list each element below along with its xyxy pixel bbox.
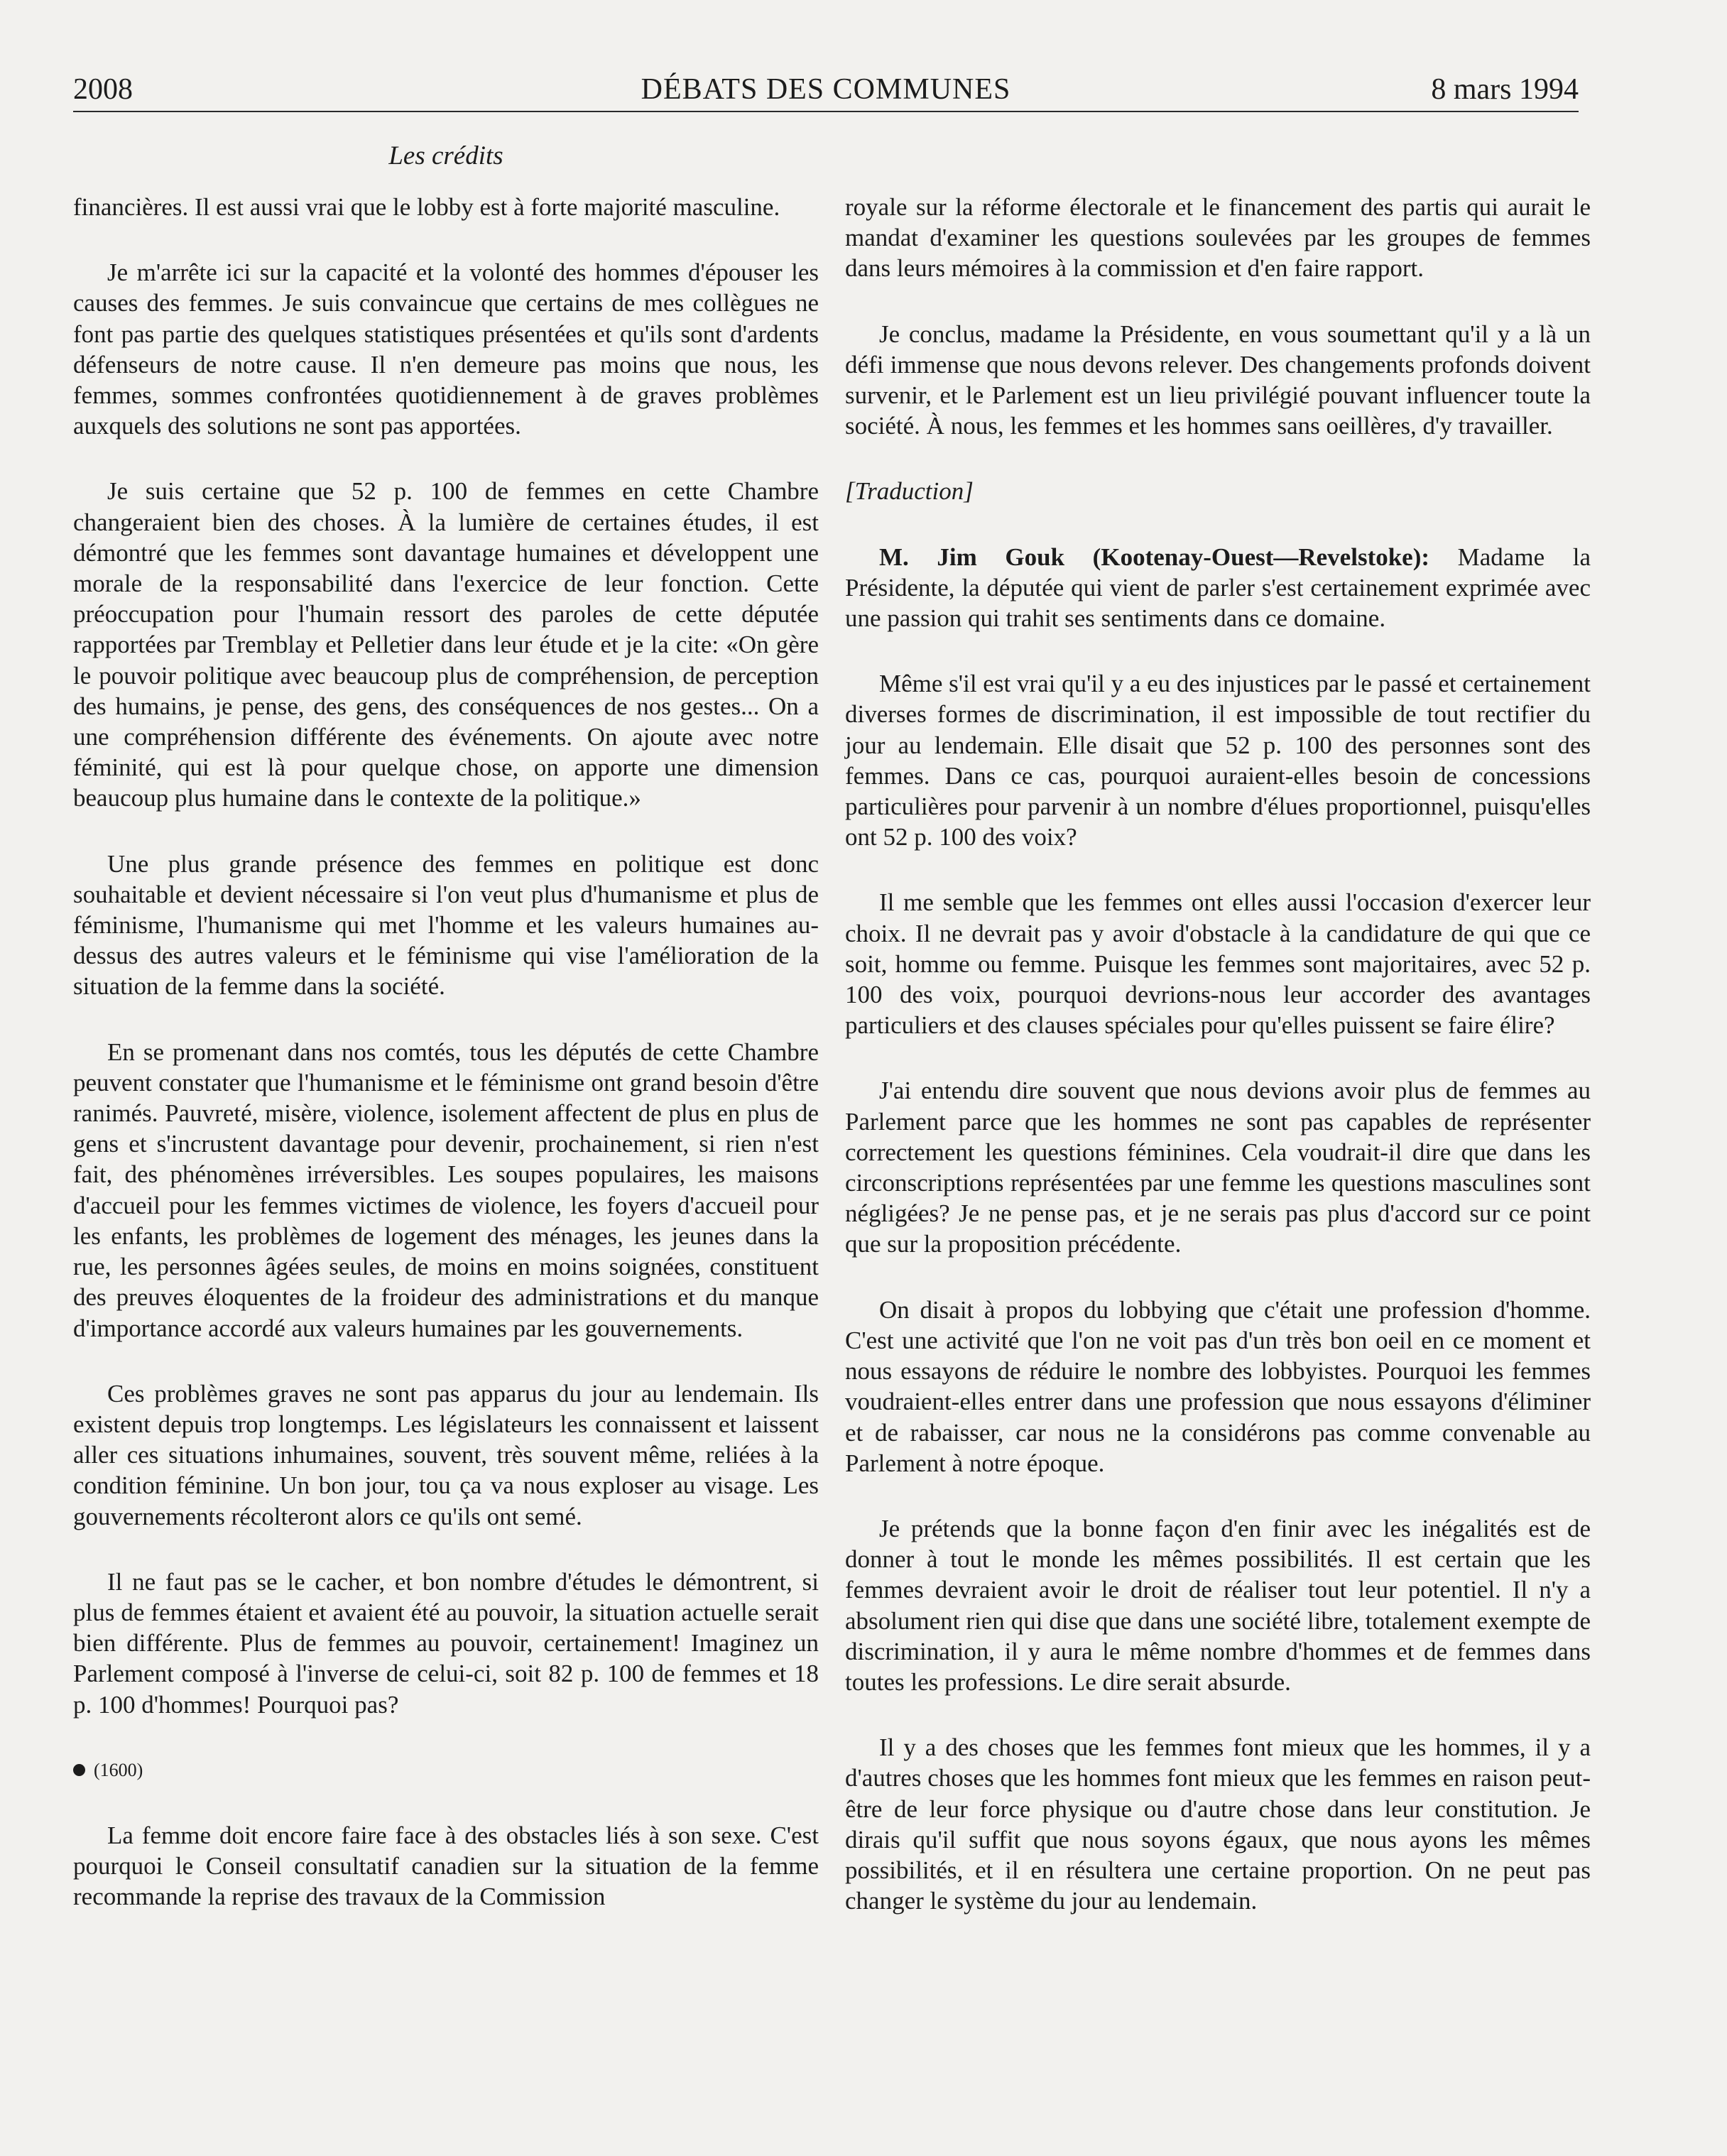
- speaker-name: M. Jim Gouk (Kootenay-Ouest—Revelstoke):: [879, 543, 1430, 571]
- paragraph: Je conclus, madame la Présidente, en vous soumettant qu'il y a là un défi immense que nous devons relever. Des changements profonds doivent survenir, et le Parlement est un lieu privilégié pouvant influencer toute la société. À nous, les femmes et les hommes sans oeillères, d'y travailler.: [845, 320, 1591, 440]
- page-number: 2008: [73, 73, 133, 106]
- paragraph: Il me semble que les femmes ont elles aussi l'occasion d'exercer leur choix. Il ne devrait pas y avoir d'obstacle à la candidature de qui que ce soit, homme ou femme. Puisque les femmes sont majoritaires, avec 52 p. 100 des voix, pourquoi devrions-nous leur accorder des avantages particuliers et des clauses spéciales pour qu'elles puissent se faire élire?: [845, 888, 1591, 1040]
- publication-date: 8 mars 1994: [1431, 73, 1579, 106]
- section-subhead: Les crédits: [388, 141, 503, 170]
- paragraph: royale sur la réforme électorale et le financement des partis qui aurait le mandat d'examiner les questions soulevées par les groupes de femmes dans leurs mémoires à la commission et d'en faire rapport.: [845, 193, 1591, 283]
- paragraph: Je m'arrête ici sur la capacité et la volonté des hommes d'épouser les causes des femmes. Je suis convaincue que certains de mes collègues ne font pas partie des quelques statistiques présentées et qu'ils sont d'ardents défenseurs de notre cause. Il n'en demeure pas moins que nous, les femmes, sommes confrontées quotidiennement à de graves problèmes auxquels des solutions ne sont pas apportées.: [73, 258, 819, 440]
- publication-title: DÉBATS DES COMMUNES: [641, 73, 1011, 106]
- paragraph: Ces problèmes graves ne sont pas apparus du jour au lendemain. Ils existent depuis trop longtemps. Les législateurs les connaissent et laissent aller ces situations inhumaines, souvent, très souvent même, reliées à la condition féminine. Un bon jour, tou ça va nous exploser au visage. Les gouvernements récolteront alors ce qu'ils ont semé.: [73, 1379, 819, 1530]
- translation-label: [Traduction]: [845, 477, 974, 506]
- right-column: [845, 192, 1591, 1951]
- paragraph: Il ne faut pas se le cacher, et bon nombre d'études le démontrent, si plus de femmes étaient et avaient été au pouvoir, la situation actuelle serait bien différente. Plus de femmes au pouvoir, certainement! Imaginez un Parlement composé à l'inverse de celui-ci, soit 82 p. 100 de femmes et 18 p. 100 d'hommes! Pourquoi pas?: [73, 1567, 819, 1719]
- time-marker: [73, 1755, 819, 1785]
- paragraph: Même s'il est vrai qu'il y a eu des injustices par le passé et certainement diverses formes de discrimination, il est impossible de tout rectifier du jour au lendemain. Elle disait que 52 p. 100 des personnes sont des femmes. Dans ce cas, pourquoi auraient-elles besoin de concessions particulières pour parvenir à un nombre d'élues proportionnel, puisqu'elles ont 52 p. 100 des voix?: [845, 670, 1591, 851]
- left-column: [73, 192, 819, 1947]
- bullet-icon: [73, 1764, 85, 1776]
- paragraph: Je suis certaine que 52 p. 100 de femmes en cette Chambre changeraient bien des choses. À la lumière de certaines études, il est démontré que les femmes sont davantage humaines et développent une morale de la responsabilité dans l'exercice de leur fonction. Cette préoccupation pour l'humain ressort des paroles de cette députée rapportées par Tremblay et Pelletier dans leur étude et je la cite: «On gère le pouvoir politique avec beaucoup plus de compréhension, de perception des humains, je pense, des gens, des conséquences de nos gestes... On a une compréhension différente des événements. On ajoute avec notre féminité, qui est là pour quelque chose, on apporte une dimension beaucoup plus humaine dans le contexte de la politique.»: [73, 477, 819, 812]
- time-marker-label: (1600): [94, 1759, 143, 1780]
- paragraph: On disait à propos du lobbying que c'était une profession d'homme. C'est une activité que l'on ne voit pas d'un très bon oeil en ce moment et nous essayons de réduire le nombre des lobbyistes. Pourquoi les femmes voudraient-elles entrer dans une profession que nous essayons d'éliminer et de rabaisser, car nous ne la considérons pas comme convenable au Parlement à notre époque.: [845, 1295, 1591, 1477]
- page-header: [73, 68, 1579, 112]
- paragraph: financières. Il est aussi vrai que le lobby est à forte majorité masculine.: [73, 193, 780, 221]
- paragraph: Il y a des choses que les femmes font mieux que les hommes, il y a d'autres choses que les hommes font mieux que les femmes en raison peut-être de leur force physique ou d'autre chose dans leur constitution. Je dirais qu'il suffit que nous soyons égaux, que nous ayons les mêmes possibilités, et il en résultera une certaine proportion. On ne peut pas changer le système du jour au lendemain.: [845, 1733, 1591, 1915]
- paragraph: Une plus grande présence des femmes en politique est donc souhaitable et devient nécessaire si l'on veut plus d'humanisme et plus de féminisme, l'humanisme qui met l'homme et les valeurs humaines au-dessus des autres valeurs et le féminisme qui vise l'amélioration de la situation de la femme dans la société.: [73, 849, 819, 1001]
- paragraph: Je prétends que la bonne façon d'en finir avec les inégalités est de donner à tout le monde les mêmes possibilités. Il est certain que les femmes devraient avoir le droit de réaliser tout leur potentiel. Il n'y a absolument rien qui dise que dans une société libre, totalement exempte de discrimination, il y aura le même nombre d'hommes et de femmes dans toutes les professions. Le dire serait absurde.: [845, 1514, 1591, 1696]
- speaker-paragraph: [845, 542, 1591, 634]
- speaker-text: Madame la Présidente, la députée qui vient de parler s'est certainement exprimée avec une passion qui trahit ses sentiments dans ce domaine.: [845, 543, 1591, 633]
- paragraph: La femme doit encore faire face à des obstacles liés à son sexe. C'est pourquoi le Conseil consultatif canadien sur la situation de la femme recommande la reprise des travaux de la Commission: [73, 1821, 819, 1911]
- paragraph: J'ai entendu dire souvent que nous devions avoir plus de femmes au Parlement parce que les hommes ne sont pas capables de représenter correctement les questions féminines. Cela voudrait-il dire que dans les circonscriptions représentées par une femme les questions masculines sont négligées? Je ne pense pas, et je ne serais pas plus d'accord sur ce point que sur la proposition précédente.: [845, 1077, 1591, 1258]
- paragraph: En se promenant dans nos comtés, tous les députés de cette Chambre peuvent constater que l'humanisme et le féminisme ont grand besoin d'être ranimés. Pauvreté, misère, violence, isolement affectent de plus en plus de gens et s'incrustent davantage pour devenir, prochainement, si rien n'est fait, des phénomènes irréversibles. Les soupes populaires, les maisons d'accueil pour les femmes victimes de violence, les foyers d'accueil pour les enfants, les problèmes de logement des ménages, les jeunes dans la rue, les personnes âgées seules, de moins en moins soignées, constituent des preuves éloquentes de la froideur des administrations et du manque d'importance accordé aux valeurs humaines par les gouvernements.: [73, 1038, 819, 1342]
